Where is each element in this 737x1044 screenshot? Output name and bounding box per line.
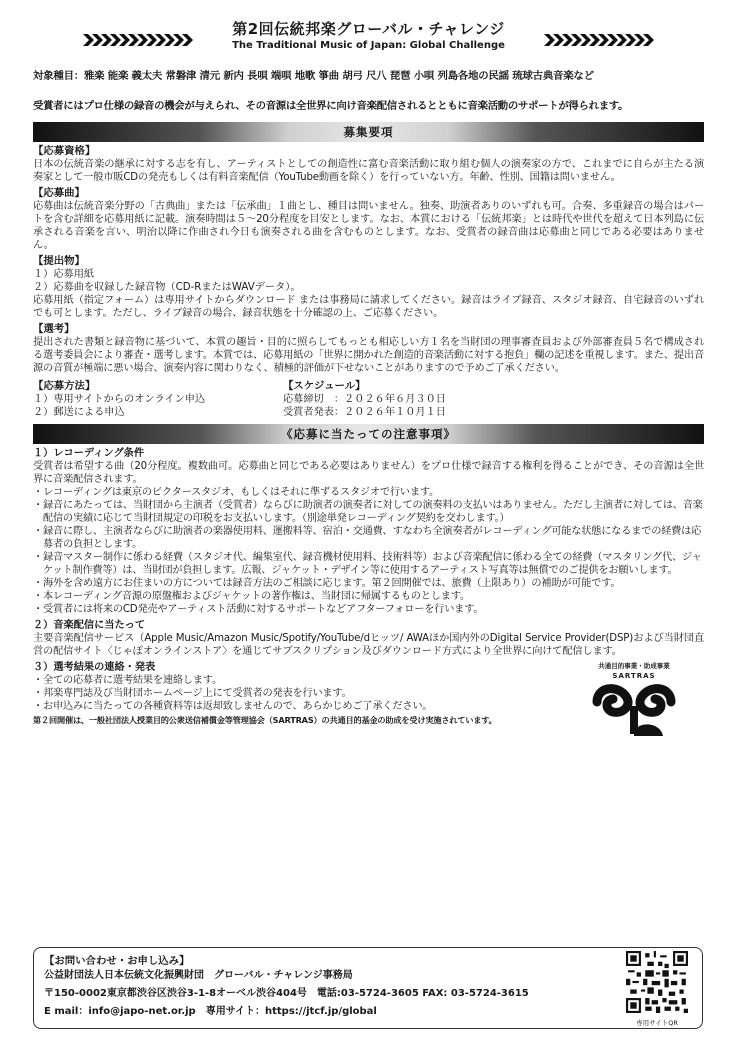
- recording-bullet: ・本レコーディング音源の原盤権およびジャケットの著作権は、当財団に帰属するものとします。: [33, 591, 470, 602]
- qr-block: [626, 951, 688, 1027]
- recording-heading: １）レコーディング条件: [33, 448, 145, 459]
- recording-bullet: ・録音にあたっては、当財団から主演者（受賞者）ならびに助演者の演奏者に対しての演奏料の支払いはありません。ただし主演者に対しては、音楽配信の実績に応じて当財団規定の印税をお支払いします。（別途単発レコーディング契約を交わします。）: [33, 500, 703, 524]
- schedule-announcement: 受賞者発表：２０２６年１０月１日: [283, 407, 446, 418]
- lead-text: 受賞者にはプロ仕様の録音の機会が与えられ、その音源は全世界に向け音楽配信されるとともに音楽活動のサポートが得られます。: [33, 100, 629, 112]
- contact-address: 〒150-0002東京都渋谷区渋谷3-1-8オーベル渋谷404号 電話:03-5724-3605 FAX: 03-5724-3615: [44, 988, 529, 999]
- results-area: [33, 661, 704, 726]
- recording-bullet: ・受賞者には将来のCD発売やアーティスト活動に対するサポートなどアフターフォローを行います。: [33, 604, 484, 615]
- qr-code-icon[interactable]: [626, 951, 688, 1013]
- piece-heading: 【応募曲】: [33, 187, 85, 199]
- qualification-text: 日本の伝統音楽の継承に対する志を有し、アーティストとしての創造性に富む音楽活動に取り組む個人の演奏家の方で、これまでに自らが主たる演奏家として一般市販CDの発売もしくは有料音楽配信（YouTube動画を除く）を行っていない方。年齢、性別、国籍は問いません。: [33, 159, 704, 183]
- contact-web: E mail：info@japo-net.or.jp 専用サイト：https://jtcf.jp/global: [44, 1006, 377, 1017]
- logo-brand: SARTRAS: [612, 672, 656, 680]
- page-title: 第2回伝統邦楽グローバル・チャレンジ: [232, 20, 505, 38]
- selection-heading: 【選考】: [33, 323, 75, 335]
- qr-caption: 専用サイトQR: [636, 1019, 678, 1027]
- submission-heading: 【提出物】: [33, 255, 85, 267]
- distribution-heading: ２）音楽配信に当たって: [33, 620, 146, 631]
- contact-box: [33, 947, 703, 1029]
- contact-heading: 【お問い合わせ・お申し込み】: [44, 955, 190, 967]
- selection-text: 提出された書類と録音物に基づいて、本賞の趣旨・目的に照らしてもっとも相応しい方１名を当財団の理事審査員および外部審査員５名で構成される選考委員会により審査・選考します。本賞では、応募用紙の「世界に開かれた創造的音楽活動に対する抱負」欄の記述を重視します。また、提出音源の音質が極端に悪い場合、演奏内容に関わりなく、積極的評価が下せないことがありますので予めご了承ください。: [33, 337, 704, 374]
- title-block: [33, 0, 704, 64]
- distribution-text: 主要音楽配信サービス（Apple Music/Amazon Music/Spotify/YouTube/dヒッツ/ AWAほか国内外のDigital Service Provider(DSP)および当財団直営の配信サイト〈じゃぽオンラインストア〉を通じてサブスクリプション及びダウンロード方式により全世界に向けて配信します。: [33, 633, 704, 657]
- method-item-1: １）専用サイトからのオンライン申込: [33, 394, 206, 405]
- submission-item-1: １）応募用紙: [33, 269, 95, 280]
- results-bullet: ・お申込みに当たっての各種資料等は返却致しませんので、あらかじめご了承ください。: [33, 701, 433, 712]
- recording-text: 受賞者は希望する曲（20分程度。複数曲可。応募曲と同じである必要はありません）をプロ仕様で録音する権利を得ることができ、その音源は全世界に音楽配信されます。: [33, 461, 704, 485]
- page-subtitle: The Traditional Music of Japan: Global Challenge: [232, 40, 505, 51]
- logo-caption: 共通目的事業・助成事業: [598, 662, 670, 670]
- results-bullet: ・全ての応募者に選考結果を連絡します。: [33, 675, 222, 686]
- recording-bullet: ・録音マスター制作に係わる経費（スタジオ代、編集室代、録音機材使用料、技術料等）および音楽配信に係わる全ての経費（マスタリング代、ジャケット制作費等）は、当財団が負担します。広報、ジャケット・デザイン等に使用するアーティスト写真等は無償でのご提供をお願いします。: [33, 552, 702, 576]
- piece-text: 応募曲は伝統音楽分野の「古典曲」または「伝承曲」１曲とし、種目は問いません。独奏、助演者ありのいずれも可。合奏、多重録音の場合はパートを含む詳細を応募用紙に記載。演奏時間は５〜20分程度を目安とします。なお、本賞における「伝統邦楽」とは時代や世代を超えて日本列島に伝承される音楽を言い、明治以降に作曲され今日も演奏される曲を含むものとします。なお、受賞者の録音曲は応募曲と同じである必要はありません。: [33, 201, 704, 251]
- submission-text: 応募用紙（指定フォーム）は専用サイトからダウンロード または事務局に請求してください。録音はライブ録音、スタジオ録音、自宅録音のいずれでも可とします。ただし、ライブ録音の場合、録音状態を十分確認の上、ご応募ください。: [33, 295, 704, 319]
- results-bullet: ・邦楽専門誌及び当財団ホームページ上にて受賞者の発表を行います。: [33, 688, 352, 699]
- results-heading: ３）選考結果の連絡・発表: [33, 662, 156, 673]
- method-schedule: [33, 380, 704, 419]
- recording-bullet: ・録音に際し、主演者ならびに助演者の楽器使用料、運搬料等、宿泊・交通費、すなわち全演奏者がレコーディング可能な状態になるまでの経費は応募者の負担とします。: [33, 526, 702, 550]
- notes-heading-bar: 《応募に当たっての注意事項》: [33, 424, 704, 444]
- method-item-2: ２）郵送による申込: [33, 407, 125, 418]
- chevron-pattern-right-icon: [544, 34, 654, 46]
- schedule-heading: 【スケジュール】: [283, 380, 366, 392]
- contact-org: 公益財団法人日本伝統文化振興財団 グローバル・チャレンジ事務局: [44, 970, 353, 981]
- target-genres: 対象種目：雅楽 能楽 義太夫 常磐津 清元 新内 長唄 端唄 地歌 箏曲 胡弓 尺八 琵琶 小唄 列島各地の民謡 琉球古典音楽など: [33, 70, 594, 82]
- qualification-heading: 【応募資格】: [33, 145, 96, 157]
- recording-bullet: ・海外を含め遠方にお住まいの方については録音方法のご相談に応じます。第２回開催では、旅費（上限あり）の補助が可能です。: [33, 578, 621, 589]
- schedule-column: [283, 380, 704, 419]
- recording-bullet: ・レコーディングは東京のビクタースタジオ、もしくはそれに準ずるスタジオで行います。: [33, 487, 440, 498]
- support-note: 第２回開催は、一般社団法人授業目的公衆送信補償金等管理協会（SARTRAS）の共通目的基金の助成を受け実施されています。: [33, 715, 497, 725]
- sartras-logo-icon: [589, 680, 679, 742]
- submission-item-2: ２）応募曲を収録した録音物（CD-RまたはWAVデータ）。: [33, 282, 301, 293]
- recruit-heading-bar: 募集要項: [33, 122, 704, 142]
- method-column: [33, 380, 283, 419]
- method-heading: 【応募方法】: [33, 380, 96, 392]
- sartras-logo: [574, 661, 694, 746]
- schedule-deadline: 応募締切 ：２０２６年６月３０日: [283, 394, 446, 405]
